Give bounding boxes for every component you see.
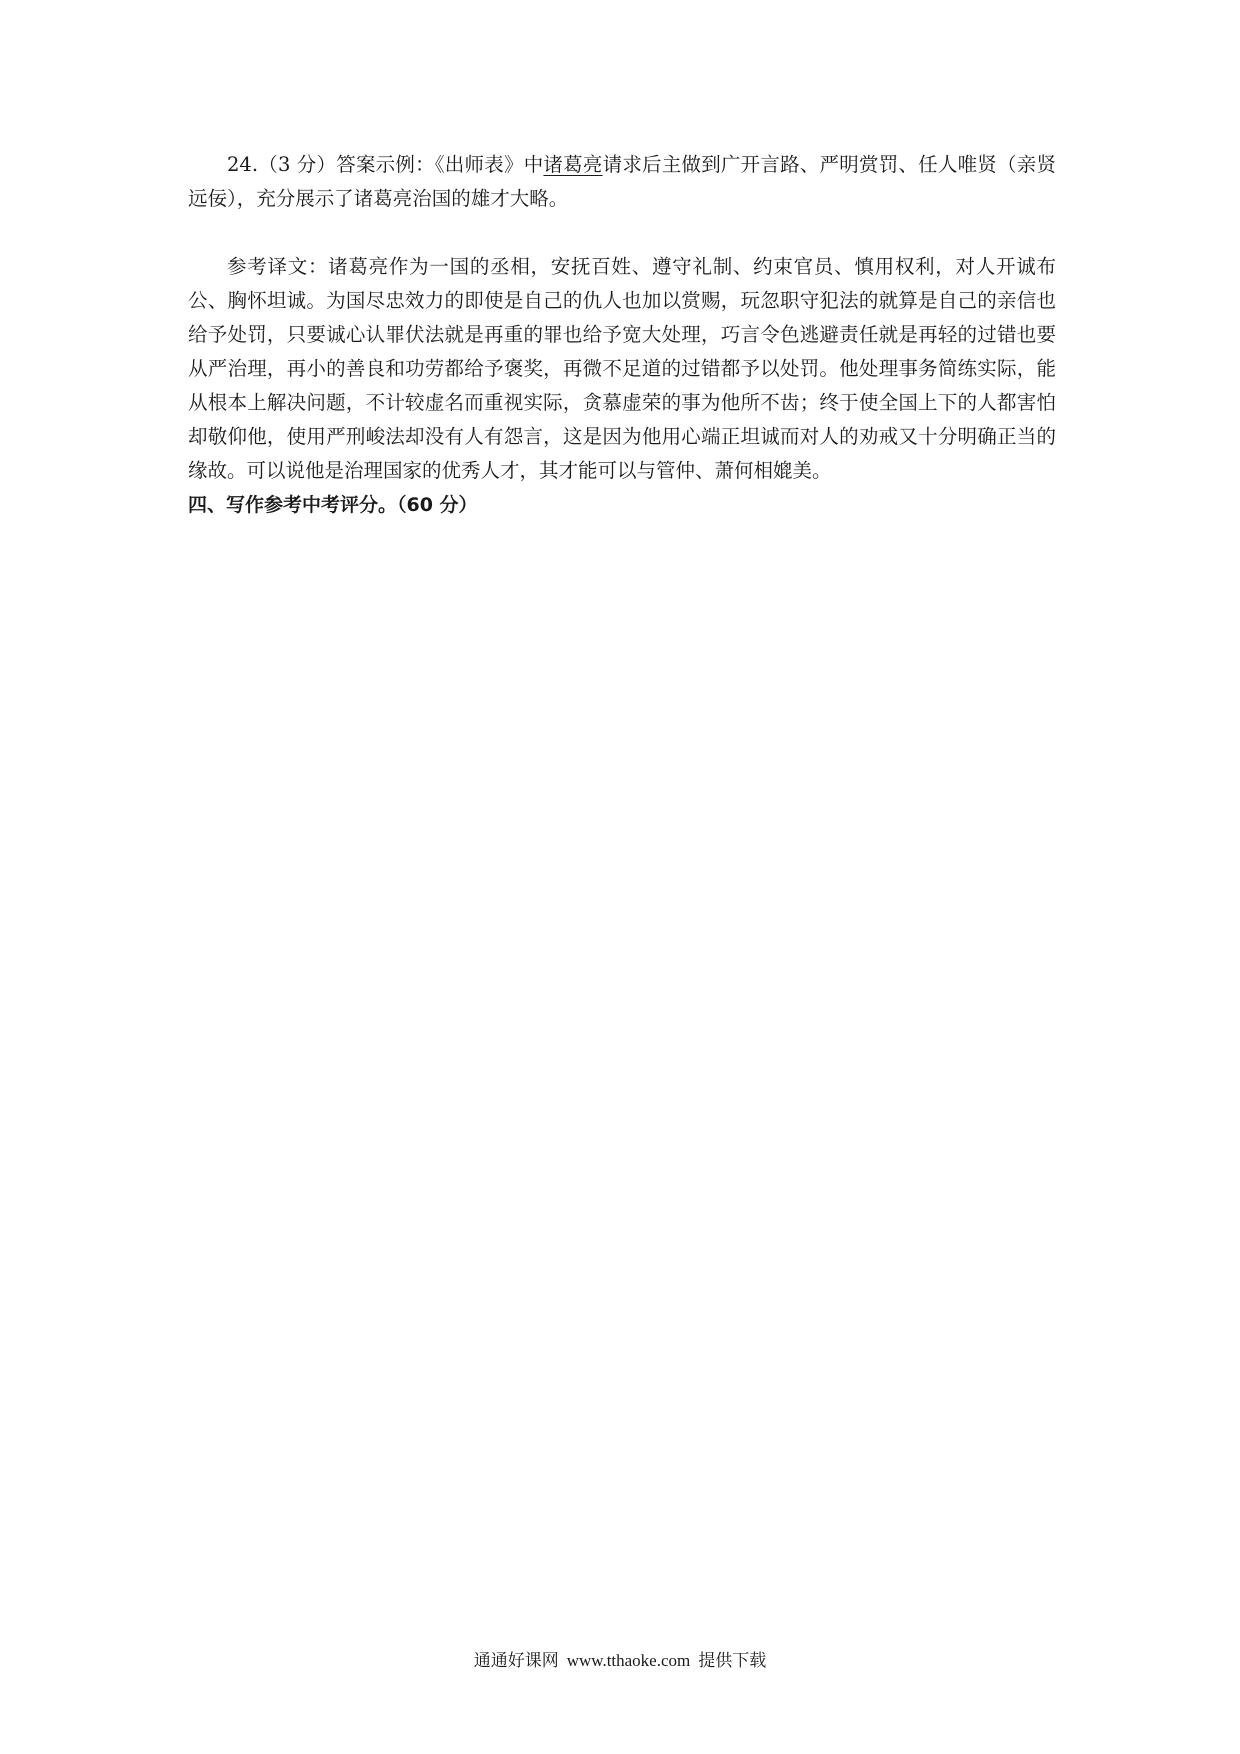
answer-24-paragraph <box>188 148 1056 216</box>
reference-translation-paragraph: 参考译文：诸葛亮作为一国的丞相，安抚百姓、遵守礼制、约束官员、慎用权利，对人开诚布公、胸怀坦诚。为国尽忠效力的即使是自己的仇人也加以赏赐，玩忽职守犯法的就算是自己的亲信也给予处罚，只要诚心认罪伏法就是再重的罪也给予宽大处理，巧言令色逃避责任就是再轻的过错也要从严治理，再小的善良和功劳都给予褒奖，再微不足道的过错都予以处罚。他处理事务简练实际，能从根本上解决问题，不计较虚名而重视实际，贪慕虚荣的事为他所不齿；终于使全国上下的人都害怕却敬仰他，使用严刑峻法却没有人有怨言，这是因为他用心端正坦诚而对人的劝戒又十分明确正当的缘故。可以说他是治理国家的优秀人才，其才能可以与管仲、萧何相媲美。 <box>188 255 1056 482</box>
footer-url: www.tthaoke.com <box>566 1651 691 1670</box>
footer-site-name: 通通好课网 <box>473 1651 559 1671</box>
document-content <box>188 148 1056 522</box>
footer-suffix: 提供下载 <box>698 1651 767 1671</box>
answer-24-score: （3 分）答案示例：《出师表》中 <box>258 153 544 176</box>
answer-24-underlined-name: 诸葛亮 <box>543 153 603 176</box>
answer-24-number: 24. <box>227 153 259 176</box>
page-footer <box>0 1646 1240 1671</box>
section-4-heading: 四、写作参考中考评分。（60 分） <box>188 494 478 516</box>
answer-24-text: 请求后主做到广开言路、严明赏罚、任人唯贤（亲贤远佞），充分展示了诸葛亮治国的雄才大略。 <box>188 153 1056 210</box>
